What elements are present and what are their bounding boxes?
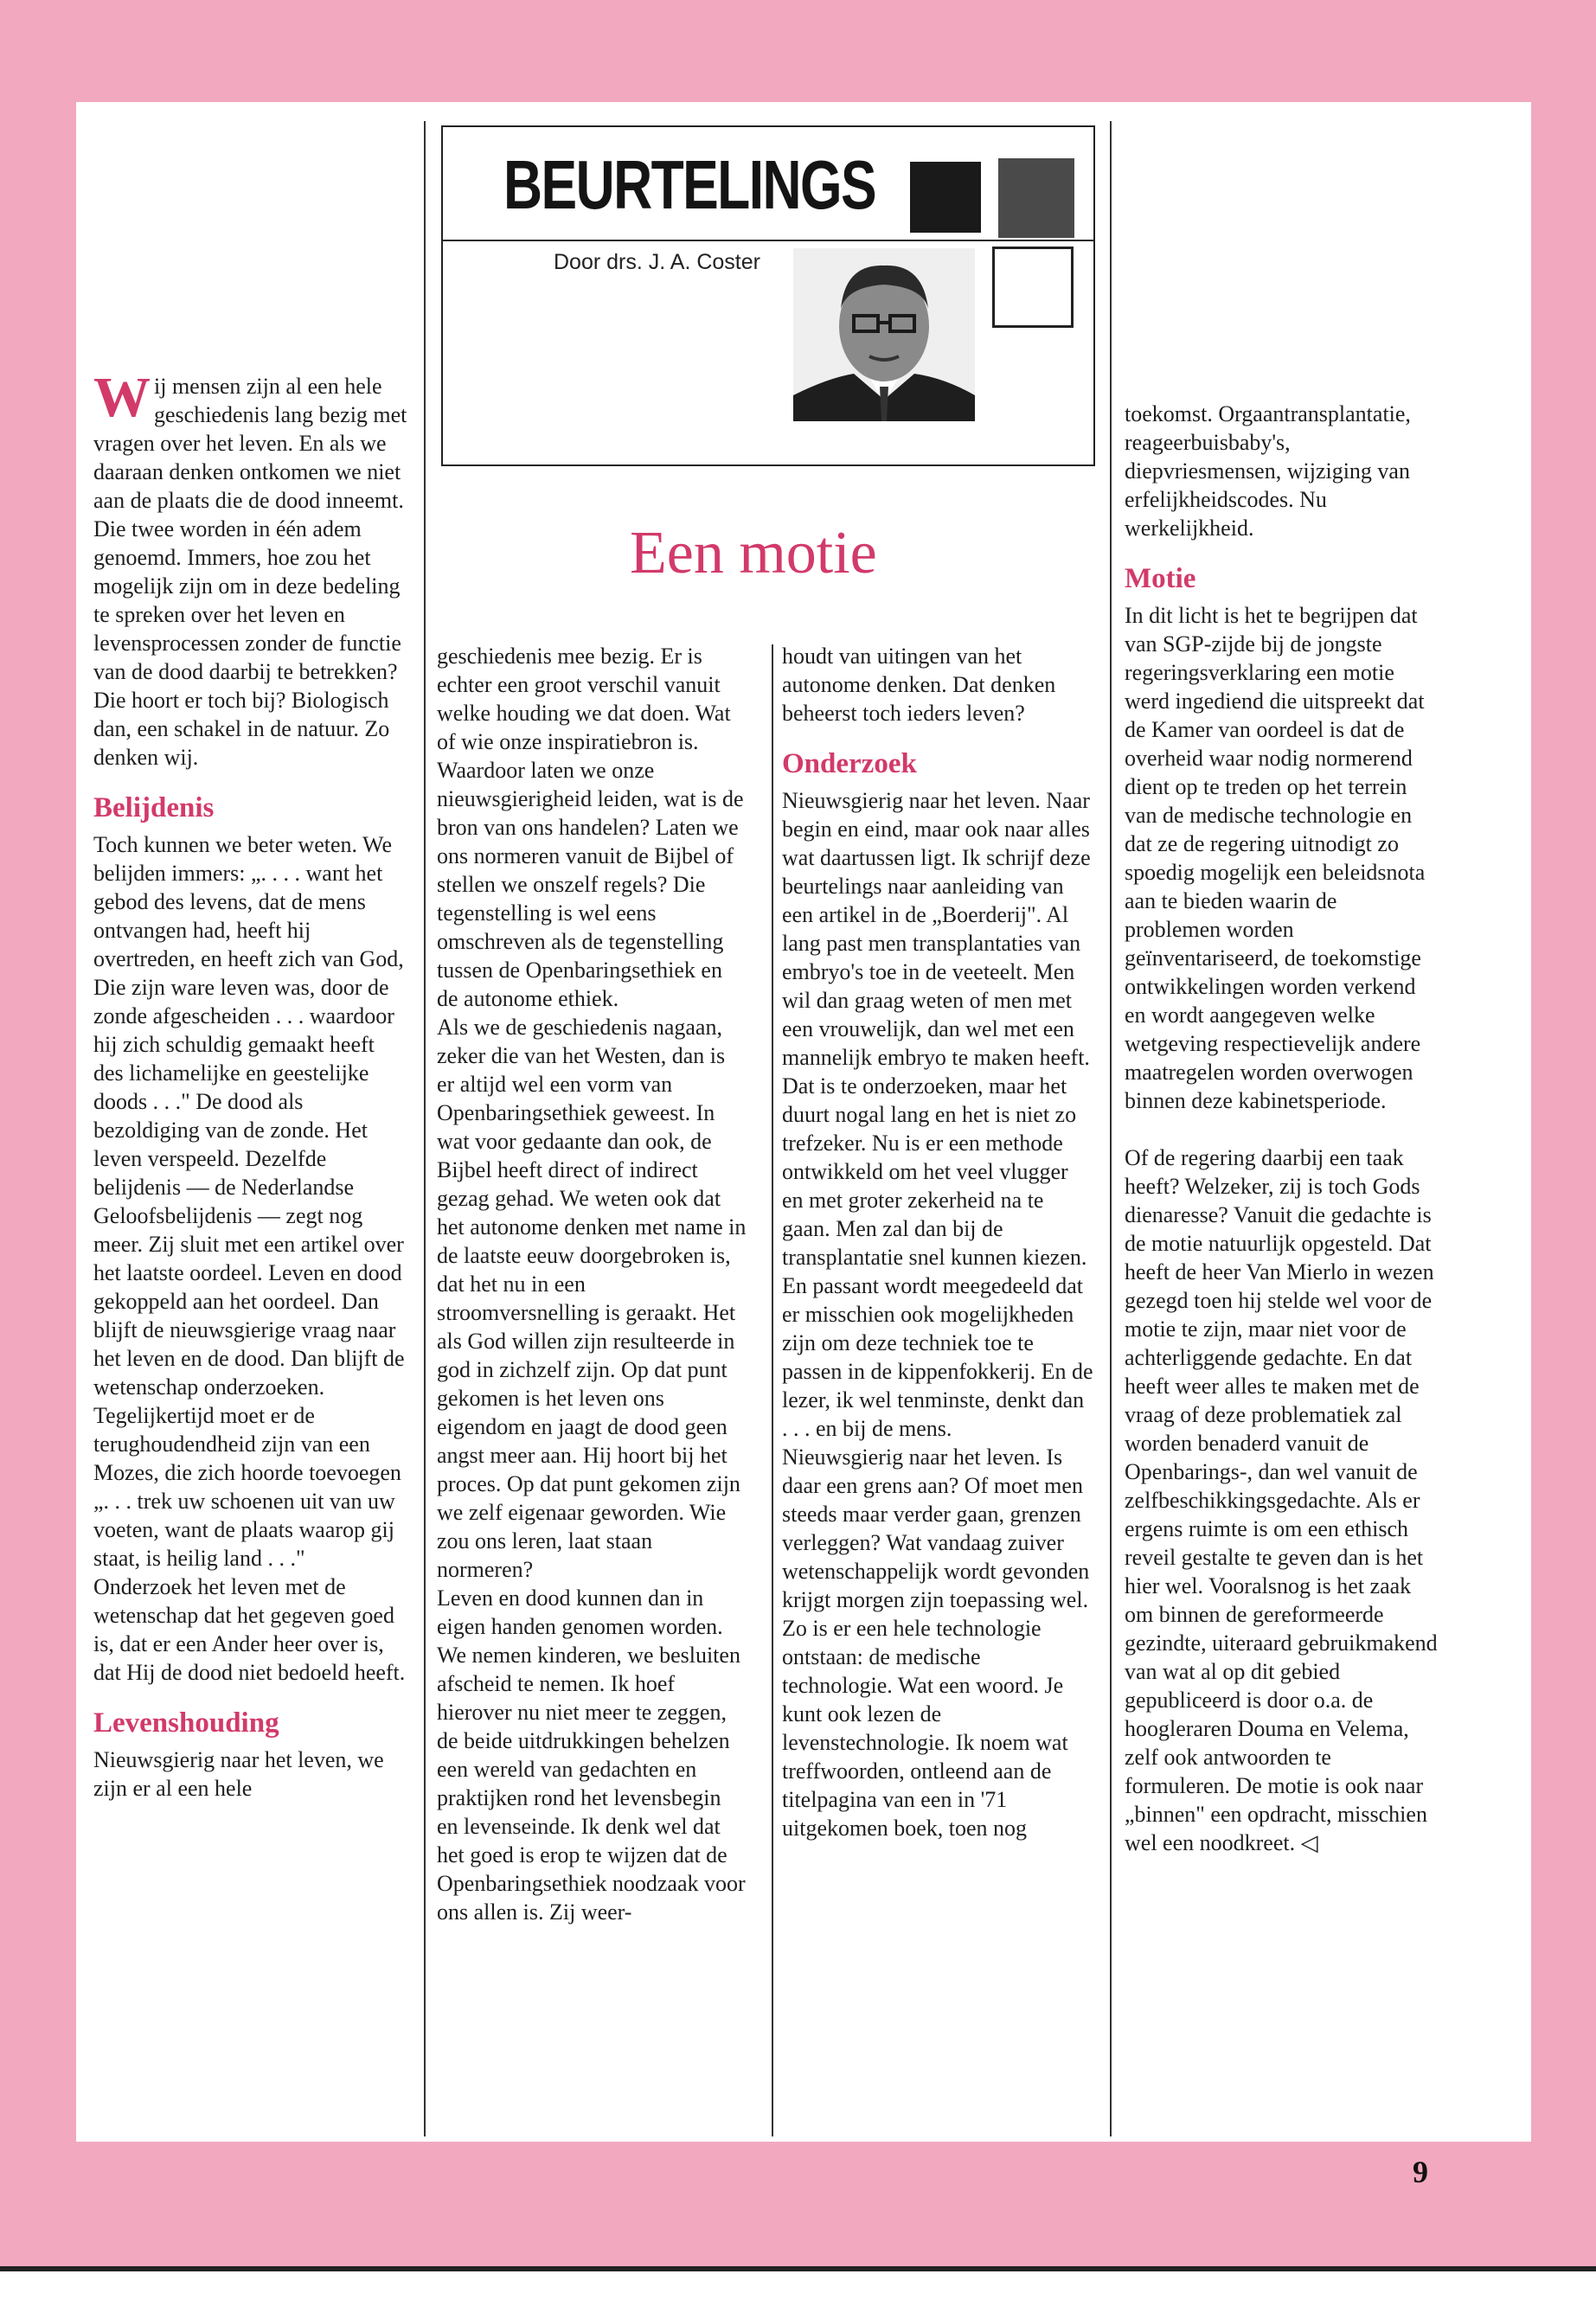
paragraph: In dit licht is het te begrijpen dat van SGP-zijde bij de jongste regeringsverklaring een motie werd ingediend die uitspreekt dat de Kamer van oordeel is dat de overheid waar nodig normerend dient op te treden op het terrein van de medische technologie en dat ze de regering uitnodigt zo spoedig mogelijk een beleidsnota aan te bieden waarin de problemen worden geïnventariseerd, de toekomstige ontwikkelingen worden verkend en wordt aangegeven welke wetgeving respectievelijk andere maatregelen worden overwogen binnen deze kabinetsperiode. [1125,603,1426,1113]
heading-motie: Motie [1125,563,1196,594]
paragraph: Als we de geschiedenis nagaan, zeker die van het Westen, dan is er altijd wel een vorm van Openbaringsethiek geweest. In wat voor gedaante dan ook, de Bijbel heeft direct of indirect gezag gehad. We weten ook dat het autonome denken met name in de laatste eeuw doorgebroken is, dat het nu in een stroomversnelling is geraakt. Het als God willen zijn resulteerde in god in zichzelf zijn. Op dat punt gekomen is het leven ons eigendom en jaagt de dood geen angst meer aan. Hij hoort bij het proces. Op dat punt gekomen zijn we zelf eigenaar geworden. Wie zou ons leren, laat staan normeren? [437,1015,747,1582]
column-rule [1110,121,1112,2136]
scan-edge [0,2266,1596,2306]
heading-onderzoek: Onderzoek [782,748,917,779]
heading-levenshouding: Levenshouding [93,1707,279,1739]
page-number: 9 [1413,2155,1428,2189]
author-photo [793,248,975,421]
text-column-1 [93,366,409,1803]
column-title: BEURTELINGS [503,146,876,223]
intro-paragraph [93,366,409,772]
column-header-box [441,125,1095,466]
black-square-ornament [910,162,981,233]
gray-square-ornament [998,158,1074,238]
column-rule [424,121,426,2136]
article-title: Een motie [630,520,877,586]
paragraph-gap [1125,1115,1438,1143]
intro-text: ij mensen zijn al een hele geschiedenis lang bezig met vragen over het leven. En als we daaraan denken ontkomen we niet aan de plaats die de dood inneemt. Die twee worden in één adem genoemd. Immers, hoe zou het mogelijk zijn om in deze bedeling te spreken over het leven en levensprocessen zonder de functie van de dood daarbij te betrekken? Die hoort er toch bij? Biologisch dan, een schakel in de natuur. Zo denken wij. [93,374,407,770]
paragraph: Leven en dood kunnen dan in eigen handen genomen worden. We nemen kinderen, we besluiten afscheid te nemen. Ik hoef hierover nu niet meer te zeggen, de beide uitdrukkingen behelzen een wereld van gedachten en praktijken rond het levensbegin en levenseinde. Ik denk wel dat het goed is erop te wijzen dat de Openbaringsethiek noodzaak voor ons allen is. Zij weer- [437,1585,746,1925]
paragraph: Nieuwsgierig naar het leven, we zijn er al een hele [93,1747,384,1801]
column-rule [772,644,773,2136]
paragraph: Of de regering daarbij een taak heeft? Welzeker, zij is toch Gods dienaresse? Vanuit die gedachte is de motie natuurlijk opgesteld. Dat heeft de heer Van Mierlo in wezen gezegd toen hij stelde wel voor de motie te zijn, maar niet voor de achterliggende gedachte. En dat heeft weer alles te maken met de vraag of deze problematiek zal worden benaderd vanuit de Openbarings-, dan wel vanuit de zelfbeschikkingsgedachte. Als er ergens ruimte is om een ethisch reveil gestalte te geven dan is het hier wel. Vooralsnog is het zaak om binnen de gereformeerde gezindte, uiteraard gebruikmakend van wat al op dit gebied gepubliceerd is door o.a. de hoogleraren Douma en Velema, zelf ook antwoorden te formuleren. De motie is ook naar „binnen" een opdracht, misschien wel een noodkreet. ◁ [1125,1145,1438,1855]
drop-cap: W [93,366,151,429]
paragraph: Toch kunnen we beter weten. We belijden immers: „. . . . want het gebod des levens, dat de mens ontvangen had, heeft hij overtreden, en heeft zich van God, Die zijn ware leven was, door de zonde afgescheiden . . . waardoor hij zich schuldig gemaakt heeft des lichamelijke en geestelijke doods . . ." De dood als bezoldiging van de zonde. Het leven verspeeld. Dezelfde belijdenis — de Nederlandse Geloofsbelijdenis — zegt nog meer. Zij sluit met een artikel over het laatste oordeel. Leven en dood gekoppeld aan het oordeel. Dan blijft de nieuwsgierige vraag naar het leven en de dood. Dan blijft de wetenschap onderzoeken. Tegelijkertijd moet er de terughoudendheid zijn van een Mozes, die zich hoorde toevoegen „. . . trek uw schoenen uit van uw voeten, want de plaats waarop gij staat, is heilig land . . ." Onderzoek het leven met de wetenschap dat het gegeven goed is, dat er een Ander heer over is, dat Hij de dood niet bedoeld heeft. [93,832,406,1685]
header-band [443,127,1093,241]
paragraph: toekomst. Orgaantransplantatie, reageerbuisbaby's, diepvriesmensen, wijziging van erfelijkheidscodes. Nu werkelijkheid. [1125,401,1411,541]
text-column-4 [1125,400,1438,1857]
paragraph: Nieuwsgierig naar het leven. Naar begin en eind, maar ook naar alles wat daartussen ligt. Ik schrijf deze beurtelings naar aanleiding van een artikel in de „Boerderij". Al lang past men transplantaties van embryo's toe in de veeteelt. Men wil dan graag weten of men met een vrouwelijk, dan wel met een mannelijk embryo te maken heeft. Dat is te onderzoeken, maar het duurt nogal lang en het is niet zo trefzeker. Nu is er een methode ontwikkeld om het veel vlugger en met groter zekerheid na te gaan. Men zal dan bij de transplantatie snel kunnen kiezen. En passant wordt meegedeeld dat er misschien ook mogelijkheden zijn om deze techniek toe te passen in de kippenfokkerij. En de lezer, ik wel tenminste, denkt dan . . . en bij de mens. [782,788,1093,1441]
paragraph: houdt van uitingen van het autonome denken. Dat denken beheerst toch ieders leven? [782,644,1056,726]
heading-belijdenis: Belijdenis [93,792,215,823]
paragraph: geschiedenis mee bezig. Er is echter een groot verschil vanuit welke houding we dat doen. Wat of wie onze inspiratiebron is. Waardoor laten we onze nieuwsgierigheid leiden, wat is de bron van ons handelen? Laten we ons normeren vanuit de Bijbel of stellen we onszelf regels? Die tegenstelling is wel eens omschreven als de tegenstelling tussen de Openbaringsethiek en de autonome ethiek. [437,644,744,1011]
byline: Door drs. J. A. Coster [554,250,760,274]
paragraph: Nieuwsgierig naar het leven. Is daar een grens aan? Of moet men steeds maar verder gaan, grenzen verleggen? Wat vandaag zuiver wetenschappelijk wordt gevonden krijgt morgen zijn toepassing wel. Zo is er een hele technologie ontstaan: de medische technologie. Wat een woord. Je kunt ook lezen de levenstechnologie. Ik noem wat treffwoorden, ontleend aan de titelpagina van een in '71 uitgekomen boek, toen nog [782,1444,1090,1841]
text-column-3 [782,642,1093,1842]
open-square-ornament [992,247,1074,328]
text-column-2 [437,642,747,1926]
